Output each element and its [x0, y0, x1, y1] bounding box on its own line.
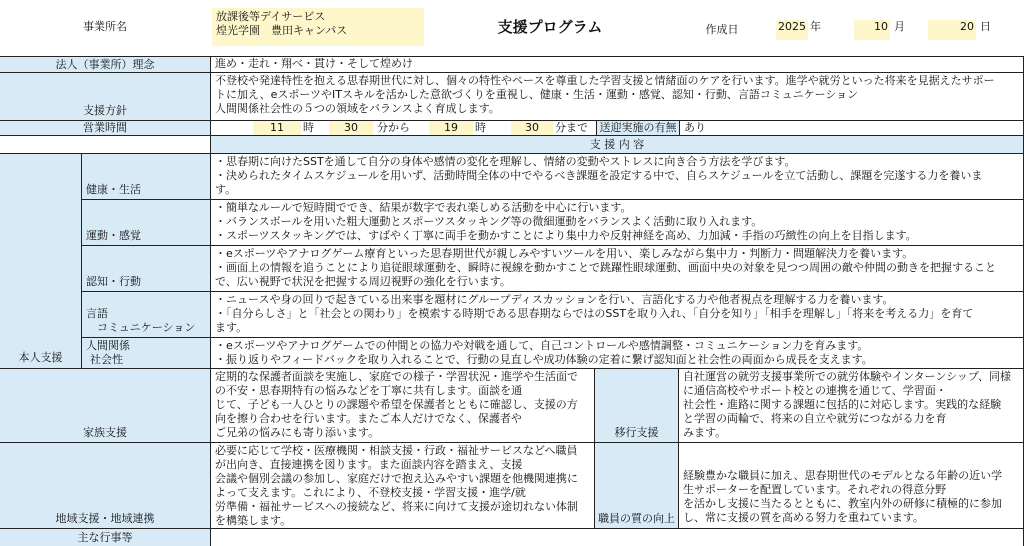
language-line: ・ニュースや身の回りで起きている出来事を題材にグループディスカッションを行い、言語化する力や他者視点を理解する力を養います。 — [215, 293, 894, 306]
office-name-line-1: 放課後等デイサービス — [216, 10, 326, 23]
created-day: 20 — [928, 20, 976, 40]
policy-line: 不登校や発達特性を抱える思春期世代に対し、個々の特性やペースを尊重した学習支援と情緒面のケアを行います。進学や就労といった将来を見据えたサポー — [215, 74, 995, 87]
policy-text — [211, 73, 1024, 121]
social-line: ・振り返りやフィードバックを取り入れることで、行動の見直しや成功体験の定着に繋げ認知面と社会性の両面から成長を支えます。 — [215, 353, 873, 366]
transition-text — [679, 369, 1024, 443]
policy-line: トに加え、eスポーツやITスキルを活かした意欲づくりを重視し、健康・生活・運動・感覚、認知・行動、言語コミュニケーション — [215, 88, 859, 101]
community-line: よって支えます。これにより、不登校支援・学習支援・進学/就 — [215, 486, 526, 499]
hour-unit-2: 時 — [475, 121, 486, 134]
transport-label: 送迎実施の有無 — [596, 121, 680, 136]
health-line: ・思春期に向けたSSTを通して自分の身体や感情の変化を理解し、情緒の変動やストレスに向き合う方法を学びます。 — [215, 155, 796, 168]
created-year-unit: 年 — [810, 20, 821, 33]
end-minute: 30 — [511, 121, 553, 135]
community-text — [211, 443, 595, 529]
category-motor — [82, 200, 211, 246]
category-health-label: 健康・生活 — [86, 183, 141, 196]
personal-support-label: 本人支援 — [0, 154, 82, 369]
staff-line: を活かし支援に当たるとともに、教室内外の研修に積極的に参加 — [683, 497, 1002, 510]
created-day-unit: 日 — [980, 20, 991, 33]
family-text — [211, 369, 595, 443]
transition-label: 移行支援 — [595, 369, 679, 443]
motor-line: ・バランスボールを用いた粗大運動とスポーツスタッキング等の微細運動をバランスよく活動に取り入れます。 — [215, 215, 763, 228]
category-language-label-2: コミュニケーション — [86, 321, 196, 334]
family-line: の不安・思春期特有の悩みなどを丁寧に共有します。面談を通 — [215, 384, 523, 397]
category-language — [82, 292, 211, 338]
transition-line: に通信高校やサポート校との連携を通じて、学習面・ — [683, 384, 947, 397]
transition-line: と学習の両輪で、将来の自立や就労につながる力を育 — [683, 412, 947, 425]
community-line: 会議や個別会議の参加し、家庭だけで抱え込みやすい課題を他機関連携に — [215, 472, 578, 485]
staff-text — [679, 443, 1024, 529]
family-line: 向を擦り合わせを行います。またご本人だけでなく、保護者や — [215, 412, 522, 425]
category-social-label-2: 社会性 — [90, 353, 123, 366]
family-line: じて、子ども一人ひとりの課題や希望を保護者とともに確認し、支援の方 — [215, 398, 578, 411]
category-language-label-1: 言語 — [86, 307, 108, 320]
end-hour: 19 — [429, 121, 473, 135]
from-label: 分から — [377, 121, 410, 134]
community-line: が出向き、直接連携を図ります。また面談内容を踏まえ、支援 — [215, 458, 523, 471]
created-label: 作成日 — [705, 23, 739, 36]
social-text — [211, 338, 1024, 369]
support-content-spacer — [0, 136, 211, 154]
page-title: 支援プログラム — [497, 18, 603, 36]
office-label: 事業所名 — [83, 20, 127, 33]
staff-line: 生サポーターを配置しています。それぞれの得意分野 — [683, 483, 947, 496]
family-line: 定期的な保護者面談を実施し、家庭での様子・学習状況・進学や生活面で — [215, 370, 578, 383]
category-cognition — [82, 246, 211, 292]
created-month: 10 — [854, 20, 890, 40]
motor-line: ・簡単なルールで短時間ででき、結果が数字で表れ楽しめる活動を中心に行います。 — [215, 201, 632, 214]
cognition-text — [211, 246, 1024, 292]
social-line: ・eスポーツやアナログゲームでの仲間との協力や対戦を通して、自己コントロールや感情調整・コミュニケーション力を育みます。 — [215, 339, 869, 352]
category-health — [82, 154, 211, 200]
until-label: 分まで — [555, 121, 588, 134]
community-line: 労準備・福祉サービスへの接続など、将来に向けて支援が途切れない体制 — [215, 500, 578, 513]
motor-text — [211, 200, 1024, 246]
cognition-line: ・画面上の情報を追うことにより追従眼球運動を、瞬時に視線を動かすことで跳躍性眼球運動、画面中央の対象を見つつ周囲の敵や仲間の動きを把握すること — [215, 261, 996, 274]
policy-line: 人間関係社会性の５つの領域をバランスよく育成します。 — [215, 102, 500, 115]
created-month-unit: 月 — [894, 20, 905, 33]
language-text — [211, 292, 1024, 338]
language-line: ます。 — [215, 321, 248, 334]
philosophy-label: 法人（事業所）理念 — [0, 57, 211, 73]
philosophy-value: 進め・走れ・翔べ・貫け・そして煌めけ — [211, 57, 1024, 73]
staff-line: 経験豊かな職員に加え、思春期世代のモデルとなる年齢の近い学 — [683, 469, 1003, 482]
office-name-line-2: 煌光学園 豊田キャンパス — [216, 24, 348, 37]
start-minute: 30 — [329, 121, 373, 135]
office-name — [212, 8, 424, 46]
policy-label: 支援方針 — [0, 73, 211, 121]
category-cognition-label: 認知・行動 — [86, 275, 141, 288]
staff-label: 職員の質の向上 — [595, 443, 679, 529]
events-label: 主な行事等 — [0, 529, 211, 546]
motor-line: ・スポーツスタッキングでは、すばやく丁寧に両手を動かすことにより集中力や反射神経を高め、力加減・手指の巧緻性の向上を目指します。 — [215, 229, 917, 242]
hour-unit-1: 時 — [303, 121, 314, 134]
family-line: ご兄弟の悩みにも寄り添います。 — [215, 426, 380, 439]
cognition-line: で、広い視野で状況を把握する周辺視野の強化を行います。 — [215, 275, 511, 288]
transition-line: 社会性・進路に関する課題に包括的に対応します。実践的な経験 — [683, 398, 1002, 411]
community-line: 必要に応じて学校・医療機関・相談支援・行政・福祉サービスなどへ職員 — [215, 444, 578, 457]
health-line: ・決められたタイムスケジュールを用いず、活動時間全体の中でやるべき課題を設定する中で、自らスケジュールを立て活動し、課題を完遂する力を養いま — [215, 169, 983, 182]
family-label: 家族支援 — [0, 369, 211, 443]
language-line: ・「自分らしさ」と「社会との関わり」を模索する時期である思春期ならではのSSTを取り入れ、「自分を知り」「相手を理解し」「将来を考える力」を育て — [215, 307, 974, 320]
category-social-label-1: 人間関係 — [86, 339, 130, 352]
cognition-line: ・eスポーツやアナログゲーム療育といった思春期世代が親しみやすいツールを用い、楽しみながら集中力・判断力・問題解決力を養います。 — [215, 247, 914, 260]
transport-value: あり — [680, 121, 1024, 136]
community-line: を構築します。 — [215, 514, 292, 527]
health-text — [211, 154, 1024, 200]
health-line: す。 — [215, 183, 237, 196]
events-value — [211, 529, 1024, 546]
hours-cells — [211, 121, 596, 136]
transition-line: 自社運営の就労支援事業所での就労体験やインターンシップ、同様 — [683, 370, 1011, 383]
category-social — [82, 338, 211, 369]
hours-label: 営業時間 — [0, 121, 211, 136]
start-hour: 11 — [253, 121, 301, 135]
staff-line: し、常に支援の質を高める努力を重ねています。 — [683, 511, 924, 524]
support-content-header: 支 援 内 容 — [211, 136, 1024, 154]
category-motor-label: 運動・感覚 — [86, 229, 141, 242]
created-year: 2025 — [776, 20, 808, 40]
community-label: 地域支援・地域連携 — [0, 443, 211, 529]
transition-line: みます。 — [683, 426, 727, 439]
